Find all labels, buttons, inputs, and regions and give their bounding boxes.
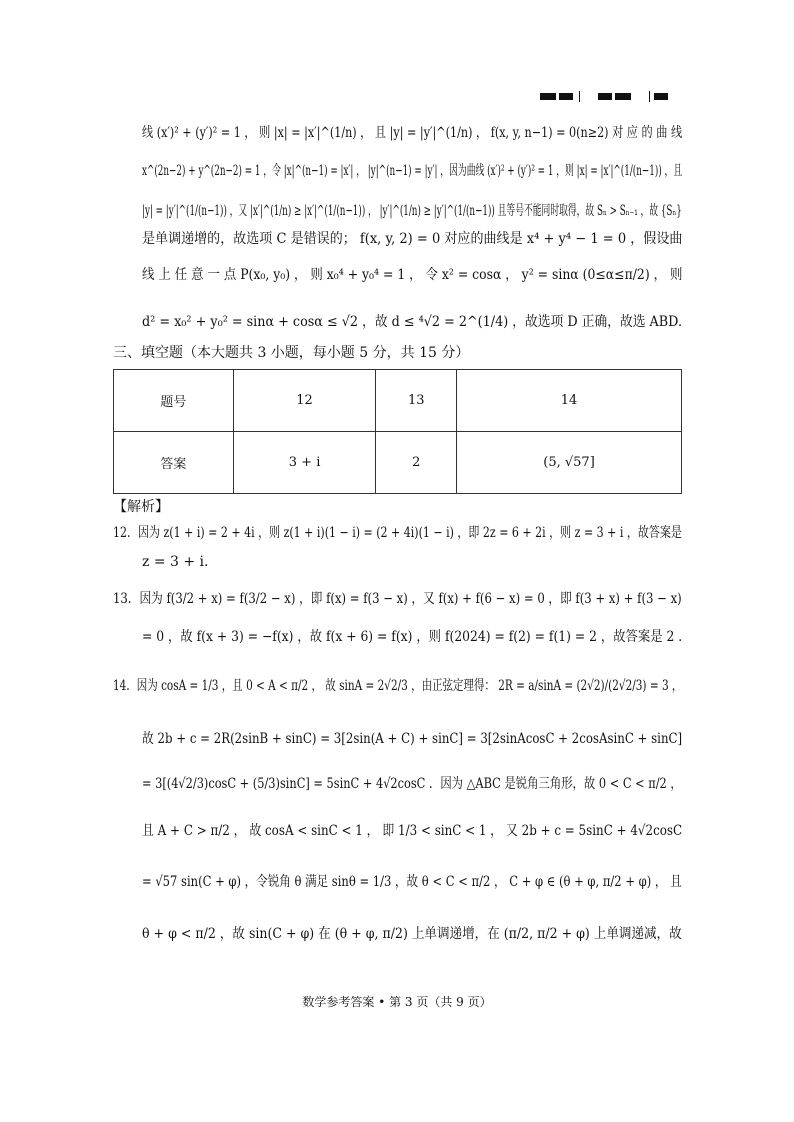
header-mark <box>559 93 573 100</box>
header-tick <box>649 91 650 102</box>
solution-line: = √57 sin(C + φ) ，令锐角 θ 满足 sinθ = 1/3 ，故 θ < C < π/2 ， C + φ ∈ (θ + φ, π/2 + φ) ， 且 <box>142 874 682 890</box>
table-cell: 13 <box>376 370 457 432</box>
text-line: 是单调递增的，故选项 C 是错误的； f(x, y, 2) = 0 对应的曲线是 x⁴ + y⁴ − 1 = 0 ，假设曲 <box>142 231 683 247</box>
text-line: |y| = |y′|^(1/(n−1)) ，又 |x′|^(1/n) ≥ |x′|^(1/(n−1)) ， |y′|^(1/n) ≥ |y′|^(1/(n−1)) 且等号不能同时取得，故 Sₙ > Sₙ₋₁ ，故 {Sₙ} <box>142 203 682 219</box>
table-cell: 题号 <box>114 370 234 432</box>
header-mark <box>598 93 612 100</box>
solution-line: z = 3 + i. <box>142 554 209 570</box>
table-row <box>114 370 682 432</box>
header-mark <box>654 93 668 100</box>
text-line: 线 (x′)² + (y′)² = 1 ， 则 |x| = |x′|^(1/n) ， 且 |y| = |y′|^(1/n) ， f(x, y, n−1) = 0(n≥2) 对 应 的 曲 线 <box>142 125 683 141</box>
table-cell: 14 <box>457 370 682 432</box>
text-line: d² = x₀² + y₀² = sinα + cosα ≤ √2 ，故 d ≤ ⁴√2 = 2^(1/4) ，故选项 D 正确，故选 ABD. <box>142 314 683 330</box>
page-header-marks <box>540 91 668 102</box>
page-footer: 数学参考答案 • 第 3 页（共 9 页） <box>302 995 492 1009</box>
solution-line: 故 2b + c = 2R(2sinB + sinC) = 3[2sin(A + C) + sinC] = 3[2sinAcosC + 2cosAsinC + sinC] <box>142 731 683 747</box>
text-line: x^(2n−2) + y^(2n−2) = 1 ，令 |x|^(n−1) = |x′| ， |y|^(n−1) = |y′| ，因为曲线 (x′)² + (y′)² = 1 ，则 |x| = |x′|^(1/(n−1)) ，且 <box>142 163 683 179</box>
analysis-label: 【解析】 <box>113 499 169 515</box>
header-mark <box>540 93 556 100</box>
solution-line: 14．因为 cosA = 1/3 ，且 0 < A < π/2 ， 故 sinA = 2√2/3 ，由正弦定理得： 2R = a/sinA = (2√2)/(2√2/3) = 3 ， <box>113 678 683 694</box>
table-row <box>114 432 682 494</box>
solution-line: 13．因为 f(3/2 + x) = f(3/2 − x) ，即 f(x) = f(3 − x) ，又 f(x) + f(6 − x) = 0 ，即 f(3 + x) + f(3 − x) <box>113 591 682 607</box>
header-mark <box>615 93 631 100</box>
table-cell: (5, √57] <box>457 432 682 494</box>
table-cell: 12 <box>233 370 376 432</box>
solution-line: 且 A + C > π/2 ， 故 cosA < sinC < 1 ， 即 1/3 < sinC < 1 ， 又 2b + c = 5sinC + 4√2cosC <box>142 823 683 839</box>
answer-table <box>113 369 682 494</box>
solution-line: = 3[(4√2/3)cosC + (5/3)sinC] = 5sinC + 4√2cosC ．因为 △ABC 是锐角三角形，故 0 < C < π/2 ， <box>142 776 682 792</box>
section-title: 三、填空题（本大题共 3 小题，每小题 5 分，共 15 分） <box>113 345 470 361</box>
solution-line: θ + φ < π/2 ，故 sin(C + φ) 在 (θ + φ, π/2) 上单调递增，在 (π/2, π/2 + φ) 上单调递减，故 <box>142 926 682 942</box>
table-cell: 2 <box>376 432 457 494</box>
solution-line: = 0 ，故 f(x + 3) = −f(x) ，故 f(x + 6) = f(x) ，则 f(2024) = f(2) = f(1) = 2 ，故答案是 2 . <box>142 629 683 645</box>
solution-line: 12．因为 z(1 + i) = 2 + 4i ，则 z(1 + i)(1 − i) = (2 + 4i)(1 − i) ，即 2z = 6 + 2i ，则 z = 3 + i ，故答案是 <box>113 525 682 541</box>
table-cell: 3 + i <box>233 432 376 494</box>
header-tick <box>579 91 580 102</box>
table-cell: 答案 <box>114 432 234 494</box>
text-line: 线 上 任 意 一 点 P(x₀, y₀) ， 则 x₀⁴ + y₀⁴ = 1 ， 令 x² = cosα ， y² = sinα (0≤α≤π/2) ， 则 <box>142 267 683 283</box>
